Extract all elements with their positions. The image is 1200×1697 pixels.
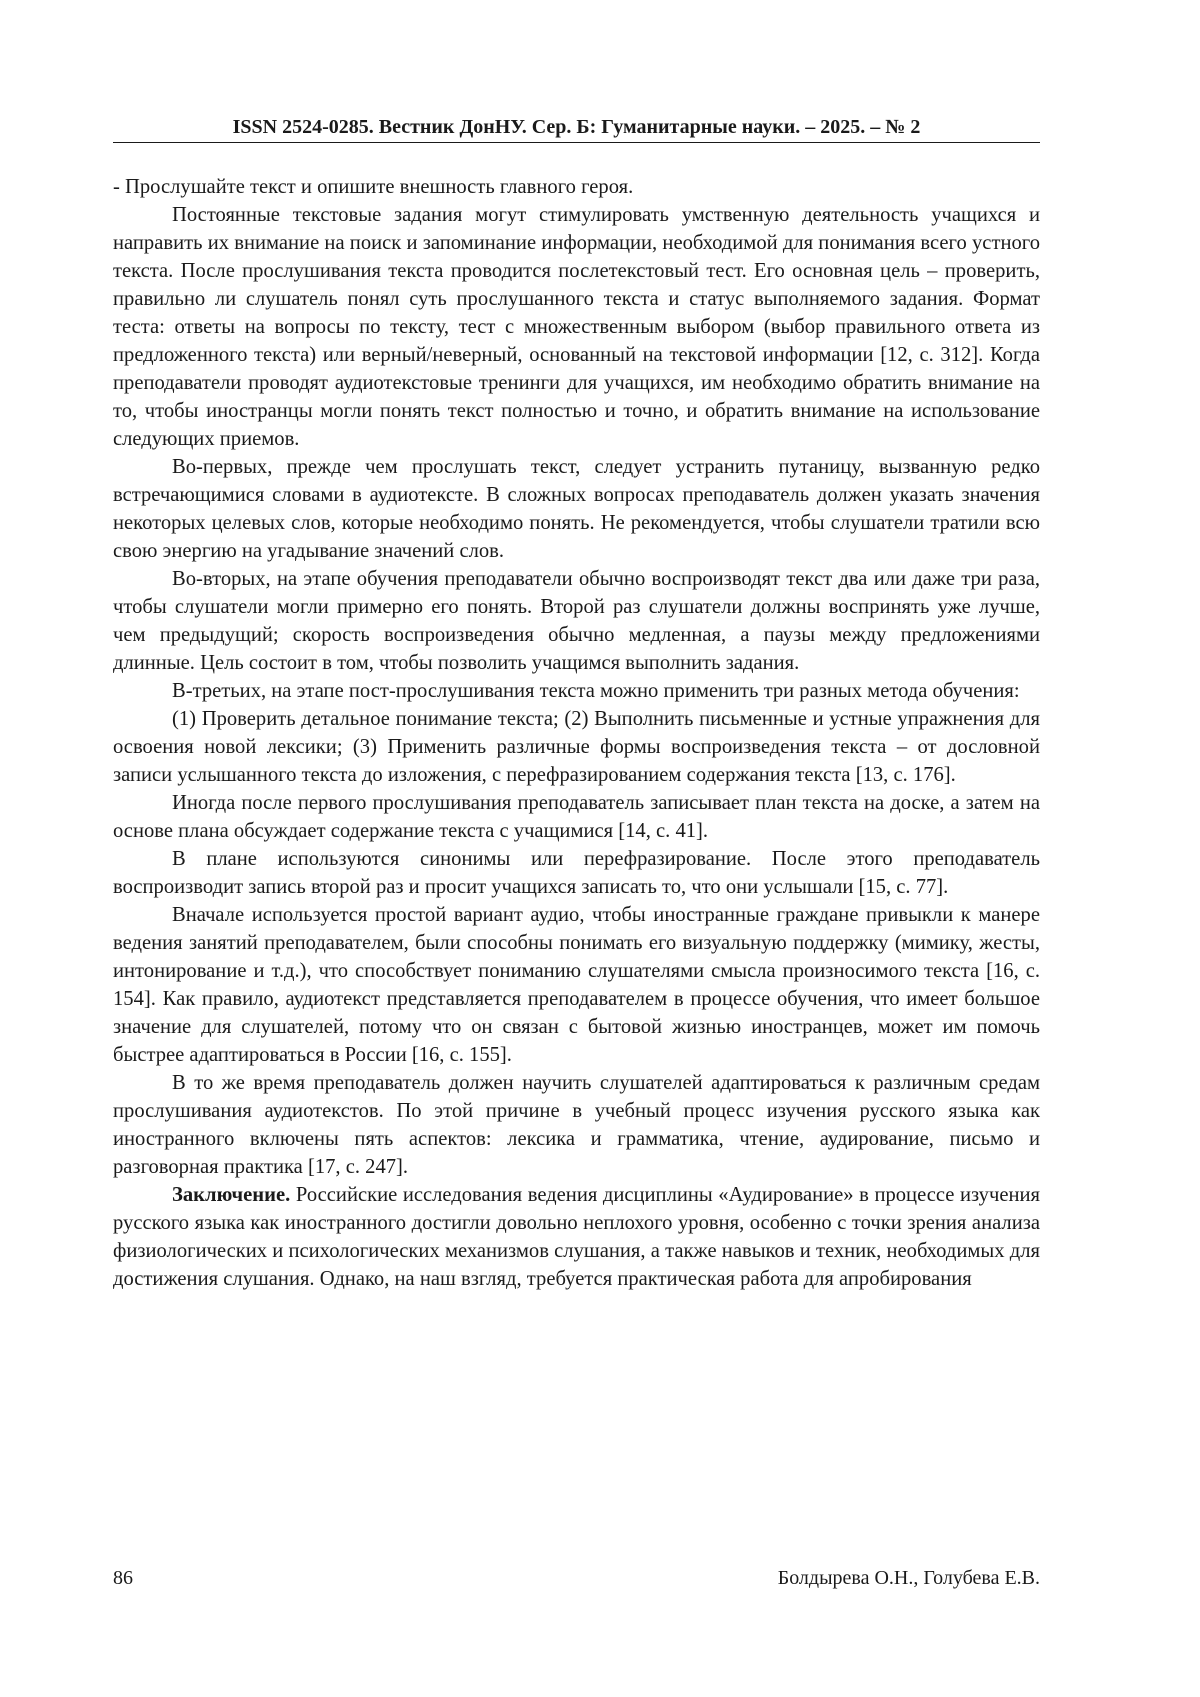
paragraph: В то же время преподаватель должен научить слушателей адаптироваться к различным средам прослушивания аудиотекстов. По этой причине в учебный процесс изучения русского языка как иностранного включены пять аспектов: лексика и грамматика, чтение, аудирование, письмо и разговорная практика [17, с. 247]. [113,1072,1040,1178]
conclusion-text: Российские исследования ведения дисциплины «Аудирование» в процессе изучения русского языка как иностранного достигли довольно неплохого уровня, особенно с точки зрения анализа физиологических и психологических механизмов слушания, а также навыков и техник, необходимых для достижения слушания. Однако, на наш взгляд, требуется практическая работа для апробирования [113,1184,1040,1290]
paragraph: В плане используются синонимы или перефразирование. После этого преподаватель воспроизводит запись второй раз и просит учащихся записать то, что они услышали [15, с. 77]. [113,848,1040,898]
page-number: 86 [113,1567,133,1589]
paragraph: В-третьих, на этапе пост-прослушивания текста можно применить три разных метода обучения: [172,680,1020,702]
paragraph-instruction: - Прослушайте текст и опишите внешность главного героя. [113,176,634,198]
paragraph: Вначале используется простой вариант аудио, чтобы иностранные граждане привыкли к манере ведения занятий преподавателем, были способны понимать его визуальную поддержку (мимику, жесты, интонирование и т.д.), что способствует пониманию слушателями смысла произносимого текста [16, с. 154]. Как правило, аудиотекст представляется преподавателем в процессе обучения, что имеет большое значение для слушателей, потому что он связан с бытовой жизнью иностранцев, может им помочь быстрее адаптироваться в России [16, с. 155]. [113,904,1040,1066]
paragraph: Иногда после первого прослушивания преподаватель записывает план текста на доске, а затем на основе плана обсуждает содержание текста с учащимися [14, с. 41]. [113,792,1040,842]
conclusion-heading: Заключение. [172,1184,291,1206]
conclusion-paragraph [113,1181,1040,1293]
running-header: ISSN 2524-0285. Вестник ДонНУ. Сер. Б: Гуманитарные науки. – 2025. – № 2 [232,116,921,138]
footer-authors: Болдырева О.Н., Голубева Е.В. [777,1567,1040,1589]
paragraph: Постоянные текстовые задания могут стимулировать умственную деятельность учащихся и направить их внимание на поиск и запоминание информации, необходимой для понимания всего устного текста. После прослушивания текста проводится послетекстовый тест. Его основная цель – проверить, правильно ли слушатель понял суть прослушанного текста и статус выполняемого задания. Формат теста: ответы на вопросы по тексту, тест с множественным выбором (выбор правильного ответа из предложенного текста) или верный/неверный, основанный на текстовой информации [12, с. 312]. Когда преподаватели проводят аудиотекстовые тренинги для учащихся, им необходимо обратить внимание на то, чтобы иностранцы могли понять текст полностью и точно, и обратить внимание на использование следующих приемов. [113,204,1040,450]
article-body [113,173,1040,1293]
paragraph: Во-первых, прежде чем прослушать текст, следует устранить путаницу, вызванную редко встречающимися словами в аудиотексте. В сложных вопросах преподаватель должен указать значения некоторых целевых слов, которые необходимо понять. Не рекомендуется, чтобы слушатели тратили всю свою энергию на угадывание значений слов. [113,456,1040,562]
paragraph: Во-вторых, на этапе обучения преподаватели обычно воспроизводят текст два или даже три раза, чтобы слушатели могли примерно его понять. Второй раз слушатели должны воспринять уже лучше, чем предыдущий; скорость воспроизведения обычно медленная, а паузы между предложениями длинные. Цель состоит в том, чтобы позволить учащимся выполнить задания. [113,568,1040,674]
paragraph: (1) Проверить детальное понимание текста; (2) Выполнить письменные и устные упражнения для освоения новой лексики; (3) Применить различные формы воспроизведения текста – от дословной записи услышанного текста до изложения, с перефразированием содержания текста [13, с. 176]. [113,708,1040,786]
header-divider [113,142,1040,143]
